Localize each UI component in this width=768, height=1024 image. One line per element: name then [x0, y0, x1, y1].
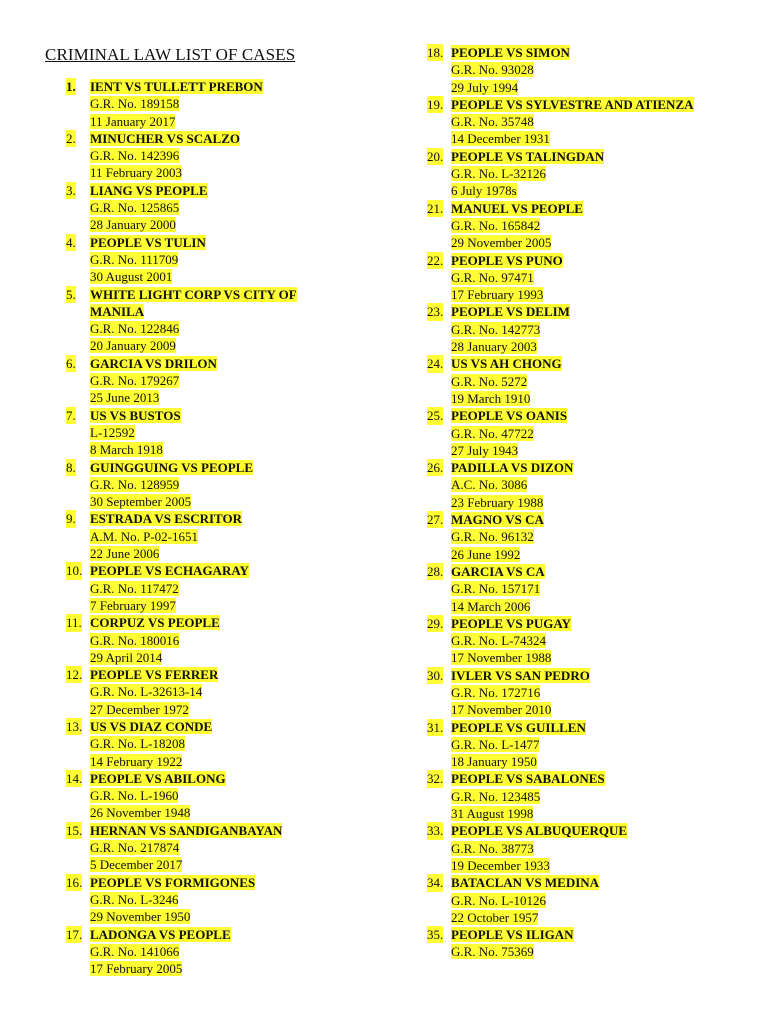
case-date: 7 February 1997 [90, 597, 176, 613]
case-date: 5 December 2017 [90, 857, 183, 873]
case-name: HERNAN VS SANDIGANBAYAN [90, 822, 283, 838]
case-docket-number: G.R. No. L-1960 [90, 788, 179, 804]
case-item [427, 459, 767, 511]
case-docket-number: G.R. No. 189158 [90, 96, 180, 112]
case-name: PEOPLE VS PUGAY [451, 615, 571, 631]
case-item [427, 926, 767, 961]
case-docket-number: G.R. No. L-74324 [451, 633, 546, 649]
case-item [66, 770, 406, 822]
case-item [66, 459, 406, 511]
document-title: CRIMINAL LAW LIST OF CASES [45, 45, 296, 64]
case-date: 18 January 1950 [451, 754, 537, 770]
case-docket-number: G.R. No. 96132 [451, 529, 534, 545]
case-number: 12. [66, 667, 83, 683]
case-docket-number: G.R. No. 35748 [451, 114, 534, 130]
case-name: PEOPLE VS ILIGAN [451, 927, 574, 943]
case-docket-number: G.R. No. 111709 [90, 251, 179, 267]
case-number: 23. [427, 304, 444, 320]
case-name: GARCIA VS DRILON [90, 355, 217, 371]
case-docket-number: G.R. No. 75369 [451, 944, 534, 960]
case-docket-number: G.R. No. 117472 [90, 580, 179, 596]
case-name: PEOPLE VS TALINGDAN [451, 148, 605, 164]
case-number: 14. [66, 770, 83, 786]
case-docket-number: G.R. No. 123485 [451, 788, 541, 804]
case-name: MANILA [90, 303, 145, 319]
case-number: 35. [427, 927, 444, 943]
case-number: 1. [66, 79, 76, 94]
case-docket-number: G.R. No. 157171 [451, 581, 541, 597]
case-name: PEOPLE VS ALBUQUERQUE [451, 823, 628, 839]
case-list-right-column [427, 44, 767, 961]
case-docket-number: G.R. No. L-1477 [451, 736, 540, 752]
case-docket-number: G.R. No. L-10126 [451, 892, 546, 908]
case-item [66, 355, 406, 407]
case-date: 29 July 1994 [451, 79, 519, 95]
case-name: US VS BUSTOS [90, 407, 181, 423]
case-item [66, 874, 406, 926]
case-name: WHITE LIGHT CORP VS CITY OF [90, 286, 297, 302]
case-name: GARCIA VS CA [451, 563, 545, 579]
case-item [427, 667, 767, 719]
case-number: 5. [66, 286, 76, 302]
case-item [427, 148, 767, 200]
case-date: 17 February 2005 [90, 961, 183, 977]
case-name: BATACLAN VS MEDINA [451, 875, 600, 891]
case-number: 7. [66, 407, 76, 423]
case-date: 11 January 2017 [90, 113, 176, 129]
case-item [427, 770, 767, 822]
case-docket-number: G.R. No. L-18208 [90, 736, 185, 752]
case-item [427, 822, 767, 874]
case-number: 28. [427, 563, 444, 579]
case-name: CORPUZ VS PEOPLE [90, 615, 220, 631]
case-name: US VS AH CHONG [451, 356, 562, 372]
case-item [66, 130, 406, 182]
case-name: IENT VS TULLETT PREBON [90, 79, 263, 94]
case-number: 4. [66, 234, 76, 250]
case-number: 20. [427, 148, 444, 164]
case-name: PEOPLE VS TULIN [90, 234, 206, 250]
case-name: PEOPLE VS SIMON [451, 45, 570, 60]
case-number: 26. [427, 460, 444, 476]
case-number: 27. [427, 512, 444, 528]
case-date: 11 February 2003 [90, 165, 182, 181]
case-date: 29 November 1950 [90, 909, 191, 925]
case-number: 33. [427, 823, 444, 839]
case-item [427, 355, 767, 407]
case-name: PEOPLE VS OANIS [451, 408, 568, 424]
case-docket-number: L-12592 [90, 424, 135, 440]
case-date: 20 January 2009 [90, 338, 176, 354]
case-docket-number: G.R. No. 165842 [451, 217, 541, 233]
case-date: 30 September 2005 [90, 494, 192, 510]
case-date: 14 March 2006 [451, 598, 531, 614]
case-name: PADILLA VS DIZON [451, 460, 574, 476]
case-docket-number: A.M. No. P-02-1651 [90, 528, 198, 544]
case-name: MINUCHER VS SCALZO [90, 130, 241, 146]
case-number: 19. [427, 96, 444, 112]
case-item [66, 234, 406, 286]
case-number: 16. [66, 874, 83, 890]
case-item [427, 615, 767, 667]
case-docket-number: G.R. No. 93028 [451, 62, 534, 78]
case-docket-number: G.R. No. 179267 [90, 373, 180, 389]
case-item [66, 666, 406, 718]
case-item [427, 563, 767, 615]
case-number: 34. [427, 875, 444, 891]
case-number: 29. [427, 615, 444, 631]
case-docket-number: G.R. No. L-32126 [451, 166, 546, 182]
case-number: 30. [427, 667, 444, 683]
case-docket-number: G.R. No. 128959 [90, 476, 180, 492]
case-date: 8 March 1918 [90, 442, 163, 458]
case-item [66, 926, 406, 978]
case-docket-number: G.R. No. 217874 [90, 840, 180, 856]
case-item [427, 407, 767, 459]
case-date: 29 April 2014 [90, 649, 163, 665]
case-number: 6. [66, 355, 76, 371]
case-list-left-column [66, 78, 406, 977]
case-number: 2. [66, 130, 76, 146]
case-date: 30 August 2001 [90, 269, 173, 285]
case-name: PEOPLE VS GUILLEN [451, 719, 586, 735]
case-date: 25 June 2013 [90, 390, 160, 406]
case-name: IVLER VS SAN PEDRO [451, 667, 590, 683]
case-number: 21. [427, 200, 444, 216]
case-item [66, 286, 406, 355]
case-date: 26 November 1948 [90, 805, 191, 821]
case-number: 18. [427, 45, 444, 60]
case-date: 14 February 1922 [90, 753, 183, 769]
case-number: 3. [66, 182, 76, 198]
case-name: PEOPLE VS DELIM [451, 304, 570, 320]
case-item [66, 718, 406, 770]
case-docket-number: G.R. No. 180016 [90, 632, 180, 648]
case-date: 26 June 1992 [451, 546, 521, 562]
case-name: PEOPLE VS FERRER [90, 667, 219, 683]
case-item [427, 96, 767, 148]
case-docket-number: G.R. No. 172716 [451, 684, 541, 700]
case-docket-number: G.R. No. 125865 [90, 200, 180, 216]
case-name: PEOPLE VS PUNO [451, 252, 563, 268]
case-name: US VS DIAZ CONDE [90, 718, 213, 734]
case-date: 6 July 1978s [451, 183, 517, 199]
case-number: 22. [427, 252, 444, 268]
case-number: 11. [66, 615, 82, 631]
case-item [66, 562, 406, 614]
case-docket-number: G.R. No. 38773 [451, 840, 534, 856]
case-date: 17 February 1993 [451, 287, 544, 303]
case-item [427, 511, 767, 563]
case-item [427, 44, 767, 96]
case-number: 32. [427, 771, 444, 787]
case-docket-number: G.R. No. L-3246 [90, 891, 179, 907]
case-date: 27 July 1943 [451, 442, 519, 458]
case-name: PEOPLE VS SYLVESTRE AND ATIENZA [451, 96, 694, 112]
case-name: GUINGGUING VS PEOPLE [90, 459, 254, 475]
case-date: 28 January 2003 [451, 339, 537, 355]
case-date: 14 December 1931 [451, 131, 550, 147]
case-name: LADONGA VS PEOPLE [90, 926, 231, 942]
case-docket-number: G.R. No. L-32613-14 [90, 684, 203, 700]
case-number: 17. [66, 926, 83, 942]
case-number: 8. [66, 459, 76, 475]
case-date: 27 December 1972 [90, 701, 189, 717]
case-docket-number: G.R. No. 122846 [90, 321, 180, 337]
case-docket-number: G.R. No. 142396 [90, 148, 180, 164]
case-number: 10. [66, 563, 83, 579]
case-item [66, 510, 406, 562]
case-docket-number: G.R. No. 47722 [451, 425, 534, 441]
case-name: LIANG VS PEOPLE [90, 182, 208, 198]
case-number: 31. [427, 719, 444, 735]
case-item [66, 182, 406, 234]
case-name: MAGNO VS CA [451, 512, 544, 528]
case-number: 24. [427, 356, 444, 372]
case-date: 22 June 2006 [90, 546, 160, 562]
case-name: PEOPLE VS FORMIGONES [90, 874, 256, 890]
case-item [427, 200, 767, 252]
case-date: 19 December 1933 [451, 857, 550, 873]
case-date: 19 March 1910 [451, 390, 531, 406]
case-docket-number: G.R. No. 97471 [451, 269, 534, 285]
case-number: 9. [66, 511, 76, 527]
case-number: 15. [66, 822, 83, 838]
case-docket-number: G.R. No. 141066 [90, 943, 180, 959]
case-name: PEOPLE VS ABILONG [90, 770, 226, 786]
case-item [427, 874, 767, 926]
case-date: 29 November 2005 [451, 235, 552, 251]
case-name: PEOPLE VS SABALONES [451, 771, 605, 787]
case-date: 17 November 2010 [451, 702, 552, 718]
case-date: 22 October 1957 [451, 909, 539, 925]
case-name: ESTRADA VS ESCRITOR [90, 511, 242, 527]
case-item [66, 614, 406, 666]
case-item [427, 252, 767, 304]
case-number: 13. [66, 718, 83, 734]
case-date: 31 August 1998 [451, 806, 534, 822]
case-docket-number: G.R. No. 142773 [451, 321, 541, 337]
case-name: MANUEL VS PEOPLE [451, 200, 583, 216]
case-date: 28 January 2000 [90, 217, 176, 233]
case-item [66, 78, 406, 130]
case-docket-number: G.R. No. 5272 [451, 373, 528, 389]
case-name: PEOPLE VS ECHAGARAY [90, 563, 249, 579]
case-item [66, 407, 406, 459]
case-docket-number: A.C. No. 3086 [451, 477, 528, 493]
case-item [66, 822, 406, 874]
case-date: 23 February 1988 [451, 494, 544, 510]
case-item [427, 303, 767, 355]
case-date: 17 November 1988 [451, 650, 552, 666]
case-item [427, 719, 767, 771]
case-number: 25. [427, 408, 444, 424]
